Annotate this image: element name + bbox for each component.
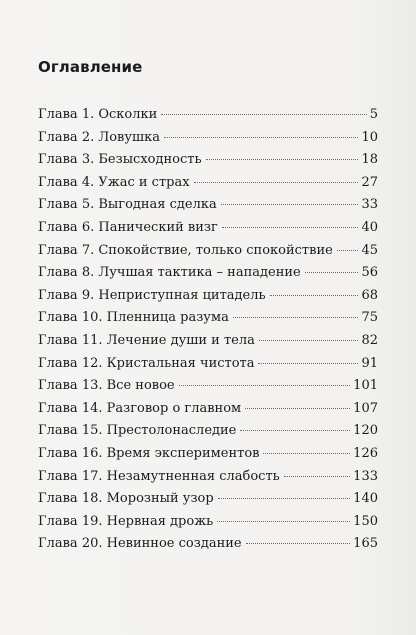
toc-entry-page: 165: [353, 536, 378, 552]
toc-entry-page: 101: [353, 378, 378, 394]
toc-dot-leader: [270, 295, 359, 296]
toc-entry-title: Глава 17. Незамутненная слабость: [38, 468, 280, 484]
toc-entry-title: Глава 19. Нервная дрожь: [38, 513, 214, 529]
toc-dot-leader: [194, 182, 359, 183]
toc-entry-title: Глава 15. Престолонаследие: [38, 423, 237, 439]
toc-entry-title: Глава 20. Невинное создание: [38, 536, 242, 552]
toc-entry-title: Глава 11. Лечение души и тела: [38, 332, 255, 348]
toc-dot-leader: [305, 272, 359, 273]
toc-dot-leader: [221, 204, 359, 205]
toc-entry: [38, 514, 378, 537]
toc-entry: [38, 130, 378, 153]
toc-dot-leader: [164, 137, 358, 138]
toc-entry: [38, 356, 378, 379]
toc-entry: [38, 197, 378, 220]
toc-entry-title: Глава 1. Осколки: [38, 107, 158, 122]
toc-dot-leader: [161, 114, 366, 115]
toc-dot-leader: [206, 159, 359, 160]
toc-entry-page: 18: [361, 152, 378, 168]
toc-dot-leader: [258, 363, 358, 364]
toc-entry: [38, 288, 378, 311]
toc-entry-page: 10: [361, 129, 378, 145]
page-title: Оглавление: [38, 58, 143, 76]
toc-entry-title: Глава 4. Ужас и страх: [38, 174, 190, 190]
toc-dot-leader: [263, 453, 350, 454]
toc-entry: [38, 107, 378, 130]
toc-entry-title: Глава 7. Спокойствие, только спокойствие: [38, 242, 333, 258]
toc-dot-leader: [245, 408, 350, 409]
toc-dot-leader: [218, 498, 350, 499]
toc-entry-title: Глава 12. Кристальная чистота: [38, 355, 255, 371]
toc-entry-title: Глава 8. Лучшая тактика – нападение: [38, 265, 301, 281]
toc-entry-page: 75: [361, 310, 378, 326]
toc-dot-leader: [240, 430, 350, 431]
toc-entry: [38, 265, 378, 288]
toc-entry-title: Глава 14. Разговор о главном: [38, 400, 242, 416]
toc-entry: [38, 333, 378, 356]
toc-entry-page: 133: [353, 468, 378, 484]
toc-entry-page: 91: [361, 355, 378, 371]
toc-entry: [38, 243, 378, 266]
toc-entry-title: Глава 9. Неприступная цитадель: [38, 287, 266, 303]
toc-dot-leader: [179, 385, 351, 386]
toc-entry: [38, 175, 378, 198]
toc-dot-leader: [246, 543, 351, 544]
toc-entry: [38, 401, 378, 424]
toc-entry: [38, 310, 378, 333]
table-of-contents: [38, 107, 378, 559]
toc-dot-leader: [337, 250, 359, 251]
toc-entry-title: Глава 16. Время экспериментов: [38, 445, 260, 461]
toc-entry: [38, 446, 378, 469]
toc-entry-title: Глава 10. Пленница разума: [38, 310, 229, 326]
toc-entry-page: 56: [361, 265, 378, 281]
toc-entry-page: 27: [361, 174, 378, 190]
toc-entry-page: 126: [353, 445, 378, 461]
toc-entry-title: Глава 6. Панический визг: [38, 219, 218, 235]
toc-entry: [38, 378, 378, 401]
toc-entry-page: 140: [353, 491, 378, 507]
toc-entry: [38, 469, 378, 492]
toc-entry-title: Глава 18. Морозный узор: [38, 491, 214, 507]
toc-entry: [38, 152, 378, 175]
toc-dot-leader: [259, 340, 359, 341]
toc-entry: [38, 536, 378, 559]
toc-dot-leader: [217, 521, 350, 522]
toc-entry: [38, 220, 378, 243]
toc-entry-title: Глава 13. Все новое: [38, 378, 175, 394]
toc-entry-page: 33: [361, 197, 378, 213]
toc-entry: [38, 491, 378, 514]
toc-entry-page: 45: [361, 242, 378, 258]
toc-entry-title: Глава 5. Выгодная сделка: [38, 197, 217, 213]
toc-entry-page: 120: [353, 423, 378, 439]
toc-entry-title: Глава 3. Безысходность: [38, 152, 202, 168]
toc-dot-leader: [284, 476, 350, 477]
toc-entry-page: 107: [353, 400, 378, 416]
toc-entry-page: 82: [361, 332, 378, 348]
toc-entry-page: 150: [353, 513, 378, 529]
toc-entry-page: 5: [369, 107, 378, 122]
toc-entry: [38, 423, 378, 446]
toc-entry-page: 68: [361, 287, 378, 303]
toc-entry-page: 40: [361, 219, 378, 235]
toc-dot-leader: [222, 227, 359, 228]
toc-entry-title: Глава 2. Ловушка: [38, 129, 160, 145]
toc-dot-leader: [233, 317, 359, 318]
